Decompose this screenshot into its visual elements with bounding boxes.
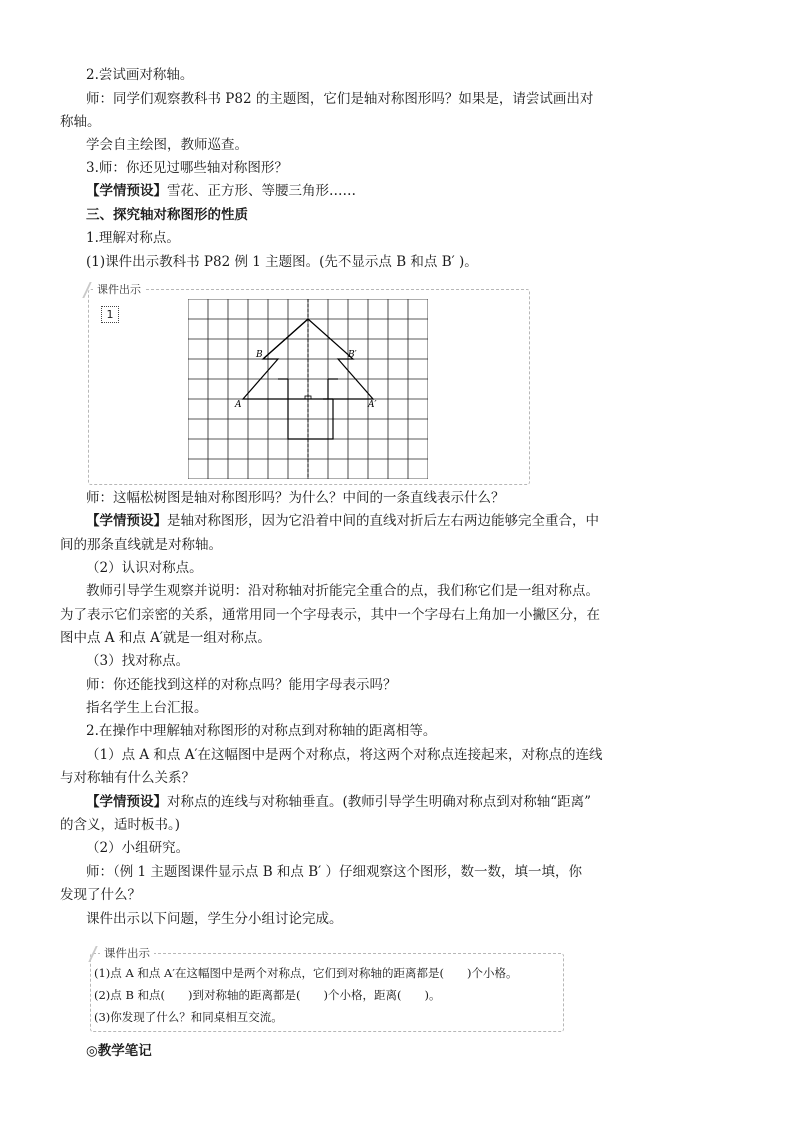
text-line: 师：你还能找到这样的对称点吗？能用字母表示吗？ — [86, 677, 397, 693]
text-line: 教师引导学生观察并说明：沿对称轴对折能完全重合的点，我们称它们是一组对称点。 — [86, 583, 599, 599]
text-line: 学会自主绘图，教师巡查。 — [86, 137, 248, 153]
text-line: （3）找对称点。 — [86, 653, 190, 669]
preset-text: 对称点的连线与对称轴垂直。(教师引导学生明确对称点到对称轴“距离” — [167, 794, 592, 810]
text-line: 与对称轴有什么关系？ — [60, 770, 195, 786]
task-question-3: (3)你发现了什么？和同桌相互交流。 — [94, 1010, 283, 1024]
label-B: B — [256, 350, 263, 360]
teaching-notes-heading: ◎教学笔记 — [86, 1043, 152, 1059]
text-line: 师：（例 1 主题图课件显示点 B 和点 B′ ）仔细观察这个图形，数一数，填一填，你 — [86, 864, 582, 880]
text-line: 1.理解对称点。 — [86, 230, 180, 246]
text-line: 3.师：你还见过哪些轴对称图形？ — [86, 160, 288, 176]
text-line: （1）点 A 和点 A′在这幅图中是两个对称点，将这两个对称点连接起来，对称点的连线 — [86, 747, 603, 763]
text-line: 发现了什么？ — [60, 887, 141, 903]
text-line: 指名学生上台汇报。 — [86, 700, 208, 716]
preset-tag: 【学情预设】 — [86, 794, 167, 810]
text-line: 称轴。 — [60, 114, 101, 130]
preset-tag: 【学情预设】 — [86, 513, 167, 529]
section-heading: 三、探究轴对称图形的性质 — [86, 207, 248, 223]
text-line — [86, 793, 591, 811]
courseware-tab-label: 课件出示 — [100, 945, 154, 961]
text-line: 为了表示它们亲密的关系，通常用同一个字母表示，其中一个字母右上角加一小撇区分，在 — [60, 607, 600, 623]
task-question-2: (2)点 B 和点( )到对称轴的距离都是( )个小格，距离( )。 — [94, 988, 441, 1002]
text-line — [86, 512, 599, 530]
text-line — [86, 182, 356, 200]
text-line: （2）认识对称点。 — [86, 560, 203, 576]
preset-tag: 【学情预设】 — [86, 183, 167, 199]
pine-tree-grid-figure — [188, 299, 428, 479]
text-line: 间的那条直线就是对称轴。 — [60, 537, 222, 553]
text-line: 师：这幅松树图是轴对称图形吗？为什么？中间的一条直线表示什么？ — [86, 490, 505, 506]
preset-text: 雪花、正方形、等腰三角形…… — [167, 183, 356, 199]
text-line: 图中点 A 和点 A′就是一组对称点。 — [60, 630, 271, 646]
courseware-tab-label: 课件出示 — [93, 281, 145, 297]
text-line: 2.尝试画对称轴。 — [86, 67, 194, 83]
text-line: (1)课件出示教科书 P82 例 1 主题图。(先不显示点 B 和点 B′ )。 — [86, 254, 478, 270]
label-B-prime: B′ — [348, 350, 357, 360]
preset-text: 是轴对称图形，因为它沿着中间的直线对折后左右两边能够完全重合，中 — [167, 513, 599, 529]
text-line: 2.在操作中理解轴对称图形的对称点到对称轴的距离相等。 — [86, 723, 437, 739]
text-line: （2）小组研究。 — [86, 840, 190, 856]
text-line: 的含义，适时板书。) — [60, 817, 181, 833]
label-A-prime: A′ — [368, 400, 377, 410]
text-line: 课件出示以下问题，学生分小组讨论完成。 — [86, 911, 343, 927]
label-A: A — [235, 400, 242, 410]
example-number: 1 — [101, 306, 119, 323]
text-line: 师：同学们观察教科书 P82 的主题图，它们是轴对称图形吗？如果是，请尝试画出对 — [86, 91, 594, 107]
task-question-1: (1)点 A 和点 A′在这幅图中是两个对称点，它们到对称轴的距离都是( )个小格。 — [94, 966, 518, 980]
